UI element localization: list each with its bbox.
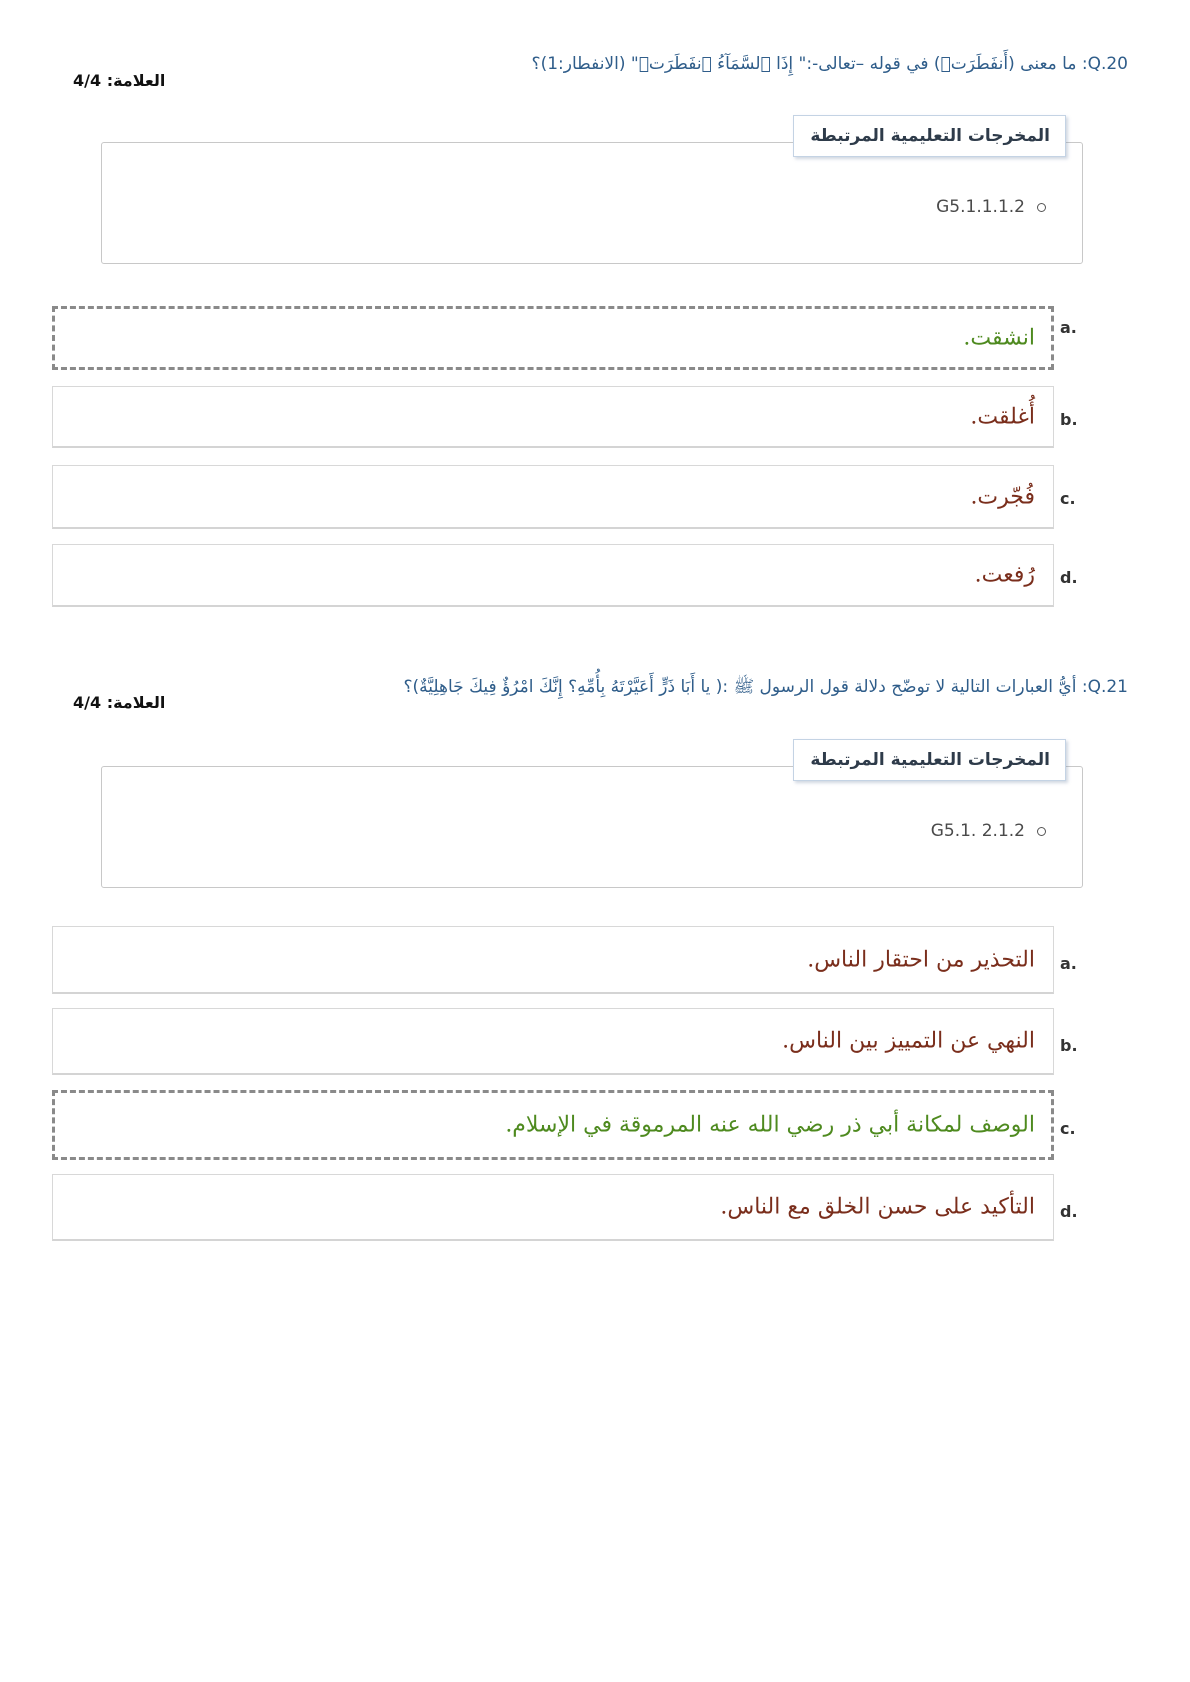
answer-option-letter: a.: [1060, 954, 1077, 973]
outcome-code: G5.1.1.1.2: [936, 197, 1025, 217]
answer-option-letter: d.: [1060, 568, 1078, 587]
answer-option-text: أُغلقت.: [970, 404, 1035, 429]
question-number: Q.21: [1087, 677, 1128, 697]
answer-option-text: انشقت.: [963, 325, 1035, 351]
learning-outcome-item: [936, 197, 1046, 217]
answer-option-text: رُفعت.: [974, 562, 1035, 588]
question-text: [404, 676, 1129, 701]
outcome-code: G5.1. 2.1.2: [930, 821, 1025, 841]
answer-option-text: النهي عن التمييز بين الناس.: [782, 1028, 1035, 1054]
circle-bullet-icon: [1037, 203, 1046, 212]
learning-outcome-item: [931, 821, 1046, 841]
question-text: [532, 54, 1128, 74]
answer-option-letter: d.: [1060, 1202, 1078, 1221]
answer-option-b[interactable]: [52, 1008, 1054, 1075]
answer-option-text: فُجّرت.: [970, 484, 1035, 509]
mark: [73, 693, 165, 712]
learning-outcomes-box: [101, 750, 1083, 888]
answer-option-text: التحذير من احتقار الناس.: [807, 947, 1035, 972]
learning-outcomes-box: [101, 126, 1083, 264]
answer-option-a[interactable]: [52, 926, 1054, 994]
question-body: : أيُّ العبارات التالية لا توضّح دلالة قول الرسول ﷺ :( يا أَبَا ذَرٍّ أَعَيَّرْتَهُ بِأُمِّهِ؟ إِنَّكَ امْرُؤٌ فِيكَ جَاهِلِيَّةٌ)؟: [403, 677, 1088, 697]
answer-option-text: التأكيد على حسن الخلق مع الناس.: [720, 1194, 1035, 1220]
mark-label: العلامة:: [106, 71, 166, 90]
question-number: Q.20: [1087, 54, 1128, 74]
answer-option-letter: c.: [1060, 1119, 1076, 1138]
answer-option-c[interactable]: [52, 1090, 1054, 1160]
answer-option-letter: b.: [1060, 1036, 1078, 1055]
answer-option-d[interactable]: [52, 1174, 1054, 1241]
answer-option-d[interactable]: [52, 544, 1054, 607]
answer-option-a[interactable]: [52, 306, 1054, 370]
mark-value: 4/4: [73, 693, 102, 712]
learning-outcomes-title: المخرجات التعليمية المرتبطة: [793, 739, 1066, 781]
answer-option-b[interactable]: [52, 386, 1054, 448]
question-body: : ما معنى (أَنفَطَرَتۡ) في قوله –تعالى-:" إِذَا ٱلسَّمَآءُ ٱنفَطَرَتۡ" (الانفطار:1)؟: [531, 54, 1088, 74]
answer-option-letter: c.: [1060, 489, 1076, 508]
mark: [73, 71, 165, 90]
circle-bullet-icon: [1037, 827, 1046, 836]
mark-label: العلامة:: [106, 693, 166, 712]
answer-option-c[interactable]: [52, 465, 1054, 529]
answer-option-text: الوصف لمكانة أبي ذر رضي الله عنه المرموقة في الإسلام.: [505, 1112, 1035, 1138]
answer-option-letter: a.: [1060, 318, 1077, 337]
answer-option-letter: b.: [1060, 410, 1078, 429]
learning-outcomes-title: المخرجات التعليمية المرتبطة: [793, 115, 1066, 157]
mark-value: 4/4: [73, 71, 102, 90]
